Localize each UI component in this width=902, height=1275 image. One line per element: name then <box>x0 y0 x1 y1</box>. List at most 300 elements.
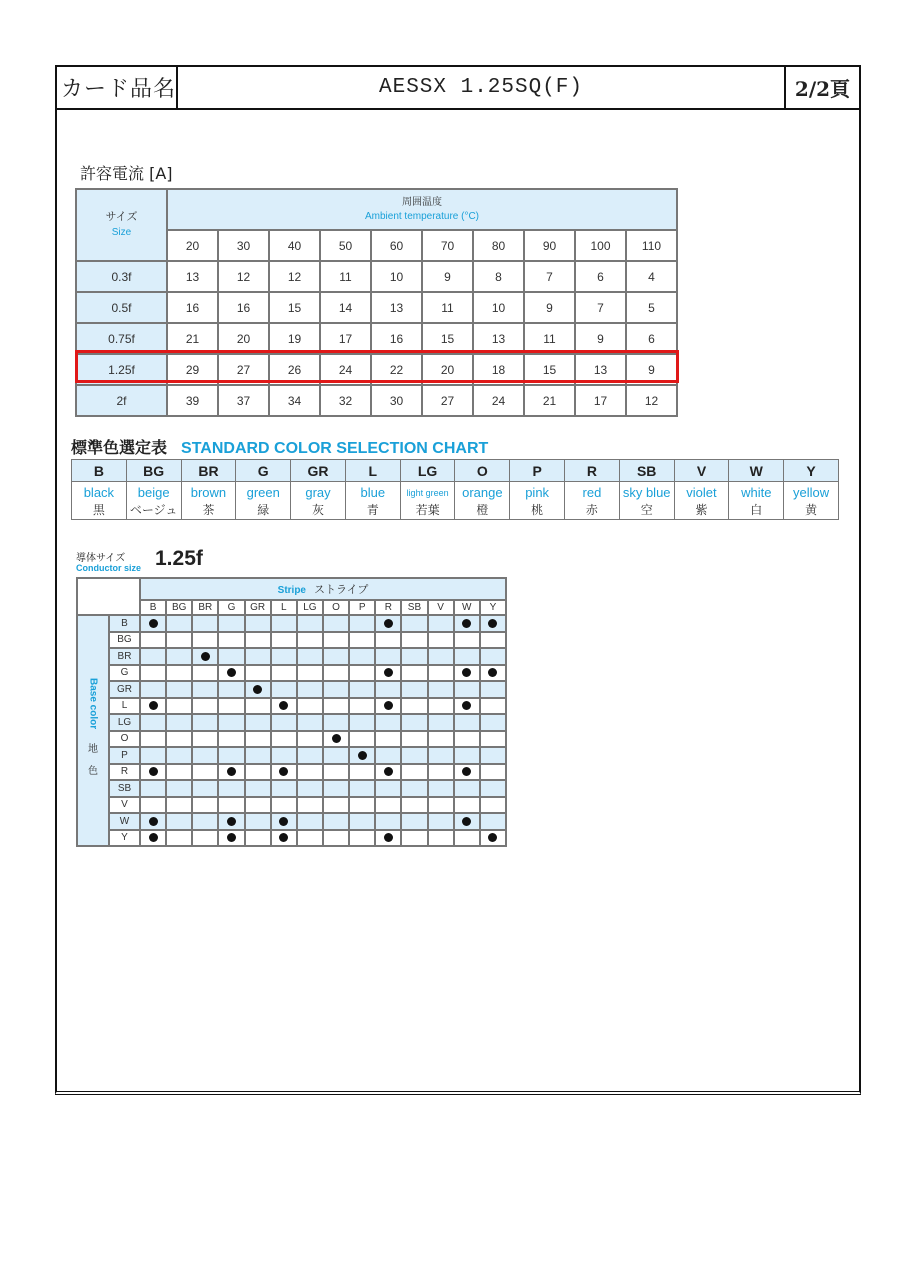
matrix-cell <box>140 764 166 781</box>
available-dot <box>279 701 288 710</box>
matrix-cell <box>297 747 323 764</box>
base-color-label-ja: 地 色 <box>88 743 98 777</box>
current-row-2f <box>76 385 677 416</box>
matrix-cell <box>192 714 218 731</box>
size-cell: 0.5f <box>76 292 167 323</box>
available-dot <box>279 767 288 776</box>
matrix-cell <box>375 731 401 748</box>
matrix-cell <box>297 764 323 781</box>
matrix-cell <box>297 615 323 632</box>
matrix-cell <box>454 632 480 649</box>
matrix-cell <box>271 681 297 698</box>
matrix-cell <box>271 764 297 781</box>
current-value-cell: 13 <box>167 261 218 292</box>
current-value-cell: 9 <box>422 261 473 292</box>
color-name-ja-V: 紫 <box>674 500 729 519</box>
current-value-cell: 24 <box>320 354 371 385</box>
matrix-cell <box>140 665 166 682</box>
matrix-row-BG <box>77 632 506 649</box>
color-code-R: R <box>565 460 620 482</box>
current-value-cell: 11 <box>524 323 575 354</box>
matrix-cell <box>297 665 323 682</box>
matrix-cell <box>271 747 297 764</box>
stripe-header-ja: ストライプ <box>314 584 369 596</box>
matrix-cell <box>140 648 166 665</box>
matrix-cell <box>297 698 323 715</box>
matrix-cell <box>218 698 244 715</box>
stripe-col-GR: GR <box>245 600 271 615</box>
available-dot <box>149 619 158 628</box>
matrix-cell <box>192 615 218 632</box>
current-value-cell: 13 <box>575 354 626 385</box>
matrix-cell <box>166 665 192 682</box>
matrix-cell <box>401 813 427 830</box>
matrix-cell <box>192 648 218 665</box>
matrix-cell <box>401 648 427 665</box>
matrix-row-V <box>77 797 506 814</box>
available-dot <box>253 685 262 694</box>
color-code-V: V <box>674 460 729 482</box>
color-name-en-W: white <box>729 482 784 501</box>
matrix-cell <box>480 830 506 847</box>
available-dot <box>279 817 288 826</box>
available-dot <box>488 668 497 677</box>
color-name-ja-Y: 黄 <box>784 500 839 519</box>
color-code-SB: SB <box>619 460 674 482</box>
size-cell: 0.3f <box>76 261 167 292</box>
matrix-cell <box>480 665 506 682</box>
color-english-row <box>72 482 839 501</box>
current-value-cell: 4 <box>626 261 677 292</box>
base-color-label-en: Base color <box>87 678 99 730</box>
matrix-cell <box>245 764 271 781</box>
matrix-cell <box>218 780 244 797</box>
matrix-cell <box>245 830 271 847</box>
matrix-corner <box>77 578 140 615</box>
matrix-cell <box>297 813 323 830</box>
size-cell: 1.25f <box>76 354 167 385</box>
color-name-en-G: green <box>236 482 291 501</box>
base-color-Y: Y <box>109 830 140 847</box>
matrix-cell <box>140 780 166 797</box>
matrix-cell <box>401 830 427 847</box>
matrix-cell <box>428 665 454 682</box>
matrix-cell <box>454 698 480 715</box>
card-header <box>57 67 859 110</box>
available-dot <box>227 817 236 826</box>
matrix-cell <box>375 747 401 764</box>
matrix-cell <box>166 780 192 797</box>
matrix-cell <box>218 813 244 830</box>
color-name-en-B: black <box>72 482 127 501</box>
matrix-row-L <box>77 698 506 715</box>
matrix-cell <box>401 780 427 797</box>
available-dot <box>149 701 158 710</box>
matrix-cell <box>166 698 192 715</box>
stripe-col-B: B <box>140 600 166 615</box>
color-name-ja-SB: 空 <box>619 500 674 519</box>
color-name-en-Y: yellow <box>784 482 839 501</box>
matrix-cell <box>140 731 166 748</box>
matrix-cell <box>428 747 454 764</box>
current-value-cell: 7 <box>575 292 626 323</box>
conductor-size-value: 1.25f <box>155 547 203 570</box>
size-header-en: Size <box>111 227 132 238</box>
matrix-row-G <box>77 665 506 682</box>
matrix-cell <box>297 681 323 698</box>
matrix-cell <box>349 747 375 764</box>
matrix-cell <box>271 698 297 715</box>
matrix-cell <box>349 615 375 632</box>
temperature-col-70: 70 <box>422 230 473 261</box>
matrix-cell <box>140 698 166 715</box>
base-color-B: B <box>109 615 140 632</box>
current-value-cell: 10 <box>371 261 422 292</box>
current-value-cell: 15 <box>422 323 473 354</box>
matrix-row-W <box>77 813 506 830</box>
matrix-cell <box>428 714 454 731</box>
base-color-P: P <box>109 747 140 764</box>
matrix-cell <box>454 731 480 748</box>
matrix-cell <box>375 698 401 715</box>
current-value-cell: 27 <box>422 385 473 416</box>
matrix-cell <box>140 714 166 731</box>
matrix-cell <box>245 797 271 814</box>
available-dot <box>227 833 236 842</box>
matrix-cell <box>375 813 401 830</box>
size-cell: 2f <box>76 385 167 416</box>
current-value-cell: 12 <box>626 385 677 416</box>
size-cell: 0.75f <box>76 323 167 354</box>
matrix-cell <box>349 764 375 781</box>
matrix-row-O <box>77 731 506 748</box>
size-header <box>76 189 167 261</box>
temperature-header-row <box>76 230 677 261</box>
matrix-cell <box>454 813 480 830</box>
available-dot <box>332 734 341 743</box>
current-value-cell: 16 <box>218 292 269 323</box>
matrix-cell <box>454 665 480 682</box>
current-value-cell: 29 <box>167 354 218 385</box>
color-name-en-LG: light green <box>400 482 455 501</box>
matrix-cell <box>401 764 427 781</box>
matrix-cell <box>480 731 506 748</box>
color-name-ja-BR: 茶 <box>181 500 236 519</box>
current-value-cell: 7 <box>524 261 575 292</box>
current-value-cell: 11 <box>422 292 473 323</box>
color-chart-title <box>71 435 488 458</box>
matrix-cell <box>375 615 401 632</box>
color-chart-title-en: STANDARD COLOR SELECTION CHART <box>181 440 489 457</box>
matrix-row-BR <box>77 648 506 665</box>
current-value-cell: 24 <box>473 385 524 416</box>
base-color-side-label <box>77 615 109 846</box>
matrix-cell <box>480 648 506 665</box>
matrix-cell <box>140 681 166 698</box>
matrix-cell <box>480 632 506 649</box>
color-name-ja-L: 青 <box>345 500 400 519</box>
matrix-cell <box>245 665 271 682</box>
current-value-cell: 10 <box>473 292 524 323</box>
color-name-ja-BG: ベージュ <box>126 500 181 519</box>
base-color-LG: LG <box>109 714 140 731</box>
color-name-ja-W: 白 <box>729 500 784 519</box>
stripe-col-LG: LG <box>297 600 323 615</box>
matrix-cell <box>323 731 349 748</box>
color-code-P: P <box>510 460 565 482</box>
matrix-cell <box>140 615 166 632</box>
available-dot <box>384 767 393 776</box>
matrix-cell <box>323 615 349 632</box>
ambient-header-ja: 周囲温度 <box>402 196 442 208</box>
color-name-en-P: pink <box>510 482 565 501</box>
conductor-size-label-ja: 導体サイズ <box>76 553 126 564</box>
matrix-cell <box>245 698 271 715</box>
matrix-cell <box>375 648 401 665</box>
current-value-cell: 15 <box>269 292 320 323</box>
current-value-cell: 13 <box>473 323 524 354</box>
matrix-cell <box>349 714 375 731</box>
current-value-cell: 9 <box>626 354 677 385</box>
matrix-cell <box>349 813 375 830</box>
matrix-cell <box>375 780 401 797</box>
matrix-cell <box>192 698 218 715</box>
ambient-header-en: Ambient temperature (°C) <box>364 210 480 222</box>
matrix-cell <box>218 747 244 764</box>
matrix-cell <box>454 648 480 665</box>
matrix-cell <box>401 714 427 731</box>
matrix-cell <box>218 797 244 814</box>
matrix-cell <box>401 797 427 814</box>
stripe-header-en: Stripe <box>277 585 306 596</box>
matrix-cell <box>166 764 192 781</box>
matrix-cell <box>401 681 427 698</box>
stripe-header <box>140 578 506 600</box>
temperature-col-30: 30 <box>218 230 269 261</box>
matrix-cell <box>480 813 506 830</box>
color-japanese-row <box>72 500 839 519</box>
matrix-cell <box>375 681 401 698</box>
matrix-cell <box>428 632 454 649</box>
matrix-cell <box>375 665 401 682</box>
matrix-cell <box>480 681 506 698</box>
size-header-ja: サイズ <box>105 211 138 223</box>
color-name-en-O: orange <box>455 482 510 501</box>
matrix-cell <box>349 731 375 748</box>
temperature-col-40: 40 <box>269 230 320 261</box>
available-dot <box>488 833 497 842</box>
current-value-cell: 9 <box>524 292 575 323</box>
color-code-Y: Y <box>784 460 839 482</box>
matrix-cell <box>323 813 349 830</box>
matrix-cell <box>323 780 349 797</box>
matrix-cell <box>323 665 349 682</box>
available-dot <box>279 833 288 842</box>
temperature-col-50: 50 <box>320 230 371 261</box>
temperature-col-20: 20 <box>167 230 218 261</box>
current-value-cell: 21 <box>167 323 218 354</box>
available-dot <box>488 619 497 628</box>
stripe-col-O: O <box>323 600 349 615</box>
ambient-header <box>167 189 677 230</box>
matrix-cell <box>480 797 506 814</box>
color-name-ja-O: 橙 <box>455 500 510 519</box>
stripe-col-BR: BR <box>192 600 218 615</box>
color-code-G: G <box>236 460 291 482</box>
stripe-col-G: G <box>218 600 244 615</box>
matrix-cell <box>323 698 349 715</box>
current-value-cell: 15 <box>524 354 575 385</box>
temperature-col-100: 100 <box>575 230 626 261</box>
matrix-cell <box>480 780 506 797</box>
matrix-cell <box>271 797 297 814</box>
color-name-ja-B: 黒 <box>72 500 127 519</box>
available-dot <box>384 833 393 842</box>
stripe-col-L: L <box>271 600 297 615</box>
temperature-col-60: 60 <box>371 230 422 261</box>
highlight-box-1-25f <box>75 350 679 383</box>
current-value-cell: 37 <box>218 385 269 416</box>
color-name-ja-GR: 灰 <box>291 500 346 519</box>
color-code-BR: BR <box>181 460 236 482</box>
temperature-col-110: 110 <box>626 230 677 261</box>
stripe-col-BG: BG <box>166 600 192 615</box>
matrix-cell <box>480 714 506 731</box>
color-name-en-V: violet <box>674 482 729 501</box>
matrix-cell <box>401 615 427 632</box>
color-code-row <box>72 460 839 482</box>
matrix-cell <box>375 632 401 649</box>
stripe-col-W: W <box>454 600 480 615</box>
matrix-cell <box>297 731 323 748</box>
current-value-cell: 34 <box>269 385 320 416</box>
color-code-B: B <box>72 460 127 482</box>
current-value-cell: 17 <box>320 323 371 354</box>
matrix-cell <box>297 797 323 814</box>
matrix-cell <box>297 830 323 847</box>
matrix-cell <box>140 813 166 830</box>
matrix-cell <box>192 830 218 847</box>
matrix-cell <box>218 632 244 649</box>
matrix-cell <box>454 764 480 781</box>
current-value-cell: 39 <box>167 385 218 416</box>
matrix-cell <box>192 747 218 764</box>
matrix-cell <box>349 797 375 814</box>
current-value-cell: 13 <box>371 292 422 323</box>
available-dot <box>462 817 471 826</box>
available-dot <box>384 619 393 628</box>
current-value-cell: 12 <box>269 261 320 292</box>
matrix-cell <box>166 731 192 748</box>
matrix-cell <box>245 632 271 649</box>
matrix-cell <box>323 681 349 698</box>
stripe-column-header-row <box>77 600 506 615</box>
matrix-cell <box>166 714 192 731</box>
matrix-cell <box>218 731 244 748</box>
matrix-cell <box>297 632 323 649</box>
base-color-R: R <box>109 764 140 781</box>
matrix-cell <box>349 665 375 682</box>
matrix-cell <box>218 665 244 682</box>
color-name-en-GR: gray <box>291 482 346 501</box>
matrix-cell <box>375 797 401 814</box>
matrix-cell <box>323 714 349 731</box>
matrix-row-GR <box>77 681 506 698</box>
matrix-cell <box>140 830 166 847</box>
current-table-title: 許容電流 [A] <box>80 164 173 183</box>
matrix-cell <box>166 747 192 764</box>
color-chart-title-ja: 標準色選定表 <box>71 438 168 457</box>
current-value-cell: 6 <box>626 323 677 354</box>
matrix-cell <box>454 714 480 731</box>
current-value-cell: 18 <box>473 354 524 385</box>
matrix-cell <box>166 648 192 665</box>
matrix-cell <box>323 797 349 814</box>
matrix-cell <box>245 681 271 698</box>
matrix-cell <box>218 681 244 698</box>
color-name-en-R: red <box>565 482 620 501</box>
current-value-cell: 6 <box>575 261 626 292</box>
matrix-cell <box>401 665 427 682</box>
available-dot <box>227 668 236 677</box>
matrix-cell <box>401 747 427 764</box>
color-code-GR: GR <box>291 460 346 482</box>
matrix-cell <box>349 648 375 665</box>
matrix-cell <box>245 648 271 665</box>
matrix-cell <box>428 698 454 715</box>
matrix-cell <box>218 615 244 632</box>
matrix-cell <box>323 632 349 649</box>
current-value-cell: 26 <box>269 354 320 385</box>
matrix-cell <box>271 731 297 748</box>
matrix-cell <box>192 681 218 698</box>
matrix-cell <box>323 830 349 847</box>
matrix-cell <box>454 747 480 764</box>
available-dot <box>462 701 471 710</box>
matrix-cell <box>401 698 427 715</box>
base-color-L: L <box>109 698 140 715</box>
conductor-size-label-en: Conductor size <box>76 563 142 573</box>
matrix-cell <box>166 830 192 847</box>
matrix-cell <box>245 747 271 764</box>
available-dot <box>149 817 158 826</box>
current-value-cell: 32 <box>320 385 371 416</box>
matrix-cell <box>323 764 349 781</box>
matrix-cell <box>271 813 297 830</box>
card-name-label: カード品名 <box>57 67 178 108</box>
available-dot <box>201 652 210 661</box>
stripe-combination-matrix <box>76 577 507 847</box>
stripe-col-SB: SB <box>401 600 427 615</box>
matrix-cell <box>428 780 454 797</box>
matrix-cell <box>297 714 323 731</box>
matrix-cell <box>218 648 244 665</box>
matrix-cell <box>166 681 192 698</box>
matrix-cell <box>349 632 375 649</box>
available-dot <box>227 767 236 776</box>
color-code-L: L <box>345 460 400 482</box>
matrix-row-P <box>77 747 506 764</box>
current-value-cell: 16 <box>167 292 218 323</box>
matrix-cell <box>192 731 218 748</box>
matrix-row-Y <box>77 830 506 847</box>
base-color-G: G <box>109 665 140 682</box>
matrix-cell <box>218 764 244 781</box>
matrix-cell <box>166 813 192 830</box>
matrix-cell <box>428 681 454 698</box>
available-dot <box>462 619 471 628</box>
matrix-cell <box>271 830 297 847</box>
